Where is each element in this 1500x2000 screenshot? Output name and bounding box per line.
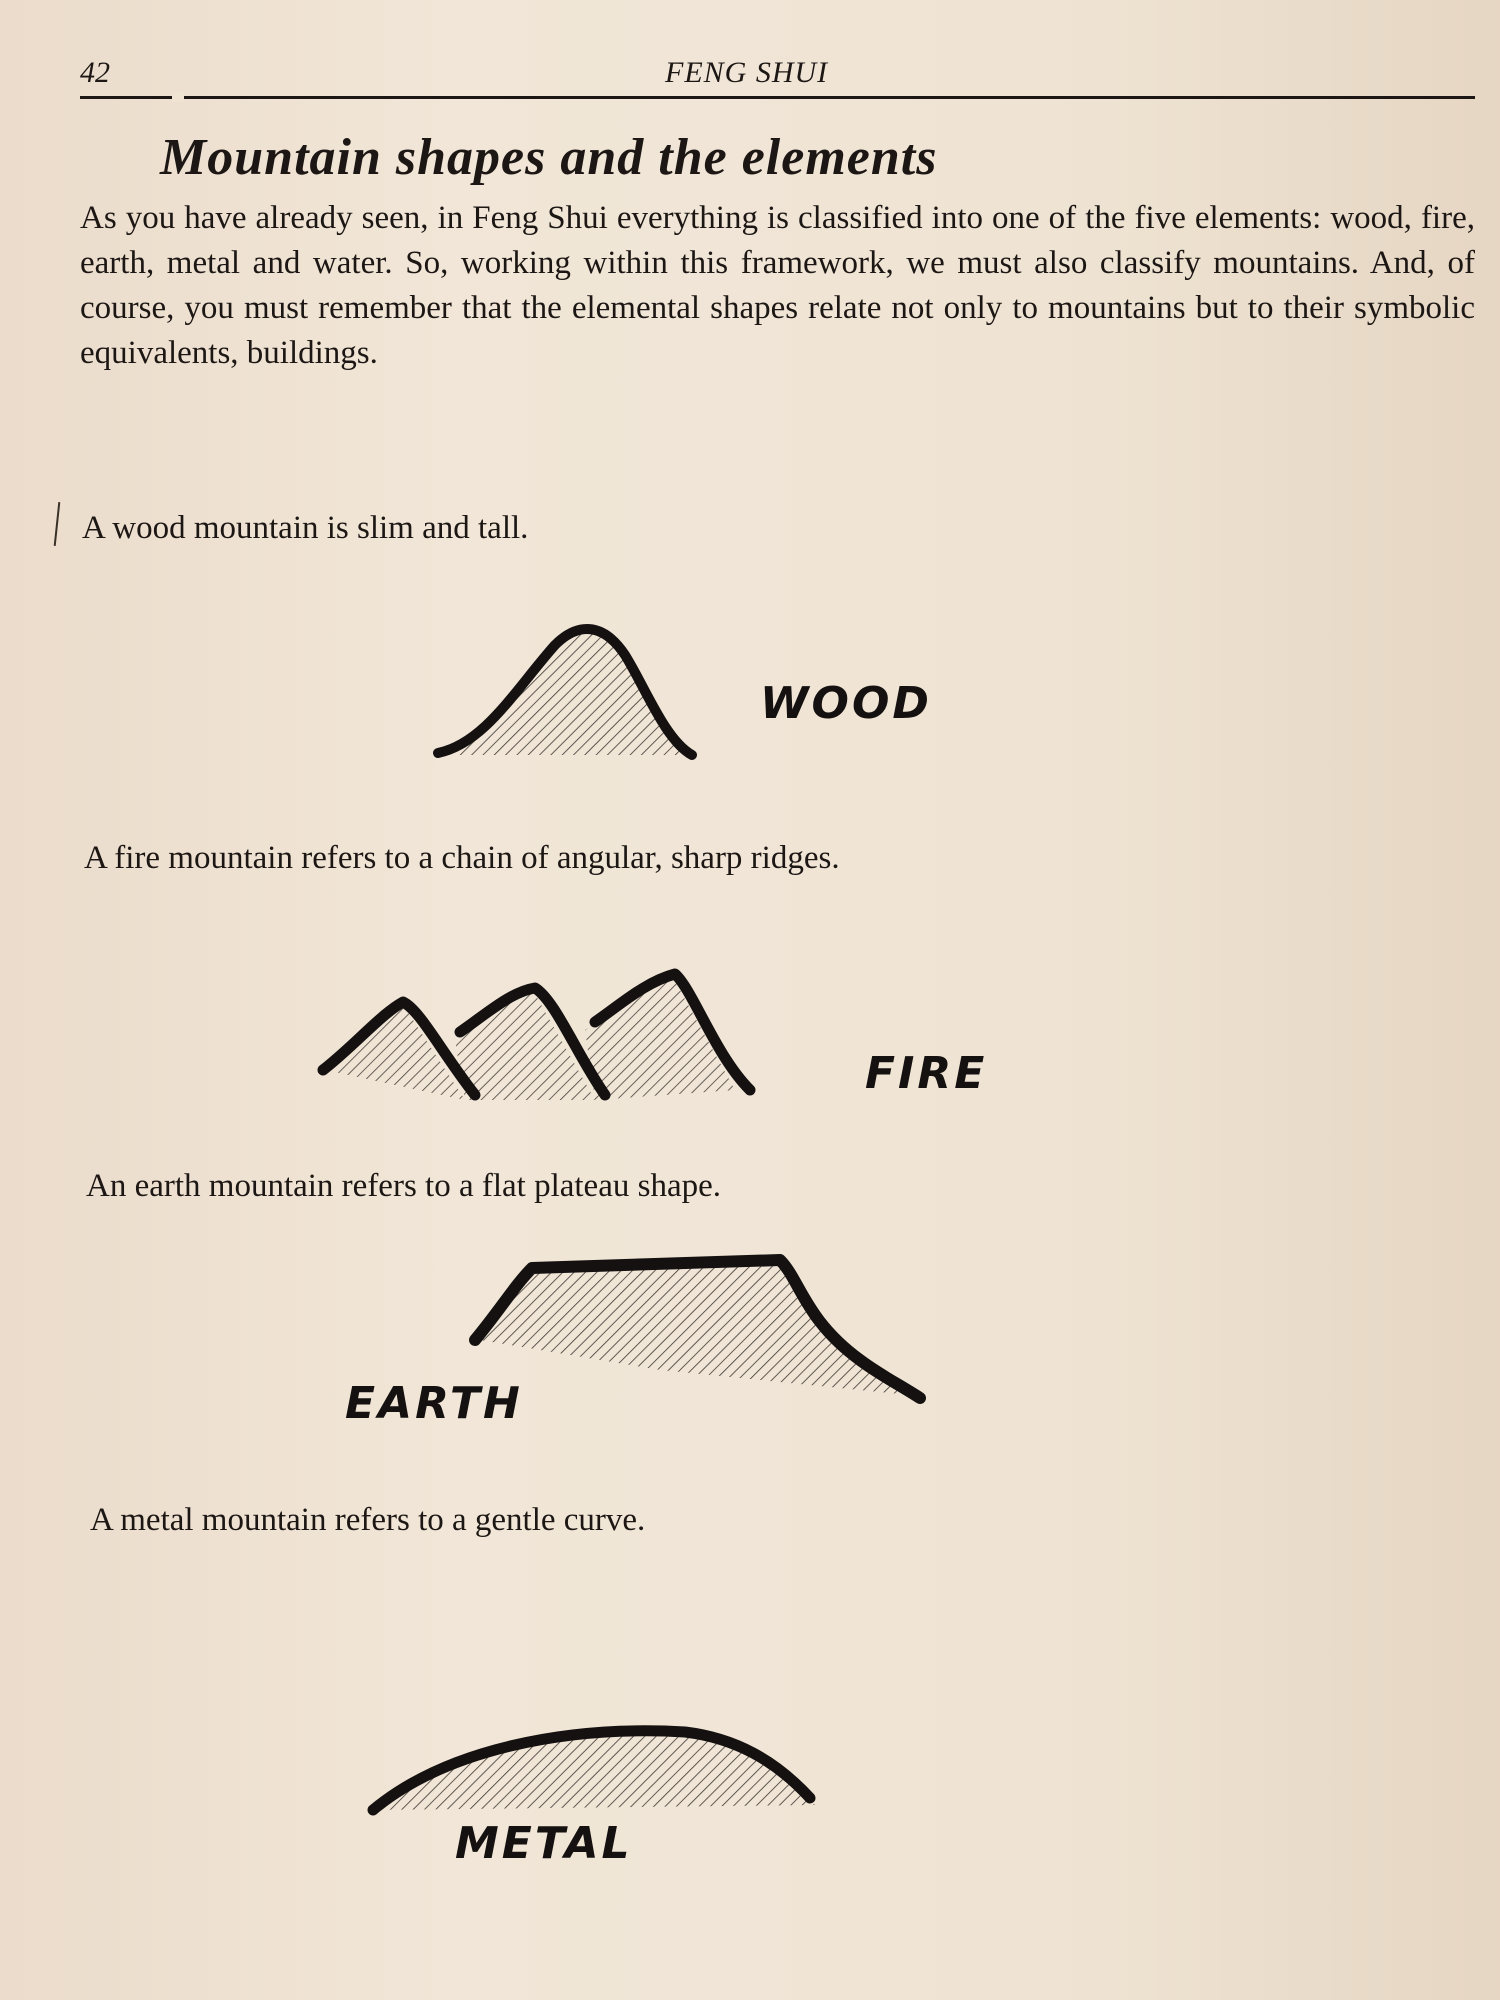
metal-mountain-icon (365, 1710, 825, 1820)
caption-earth: An earth mountain refers to a flat plateau shape. (86, 1168, 721, 1204)
running-header (80, 56, 1475, 99)
label-earth: EARTH (345, 1378, 523, 1429)
wood-mountain-icon (430, 615, 750, 765)
book-title: FENG SHUI (665, 56, 829, 89)
label-fire: FIRE (865, 1048, 988, 1099)
fire-mountain-icon (315, 960, 795, 1110)
label-metal: METAL (455, 1818, 633, 1869)
caption-fire: A fire mountain refers to a chain of angular, sharp ridges. (84, 840, 840, 876)
header-rule-gap (172, 92, 184, 102)
caption-metal: A metal mountain refers to a gentle curve. (90, 1502, 646, 1538)
intro-paragraph: As you have already seen, in Feng Shui everything is classified into one of the five elements: wood, fire, earth, metal and water. So, working within this framework, we must also classify mountains. And, of course, you must remember that the elemental shapes relate not only to mountains but to their symbolic equivalents, buildings. (80, 200, 1475, 371)
section-heading: Mountain shapes and the elements (160, 129, 938, 186)
caption-wood: A wood mountain is slim and tall. (82, 510, 529, 546)
earth-mountain-icon (460, 1250, 940, 1410)
label-wood: WOOD (760, 678, 932, 729)
page-number: 42 (80, 56, 110, 89)
